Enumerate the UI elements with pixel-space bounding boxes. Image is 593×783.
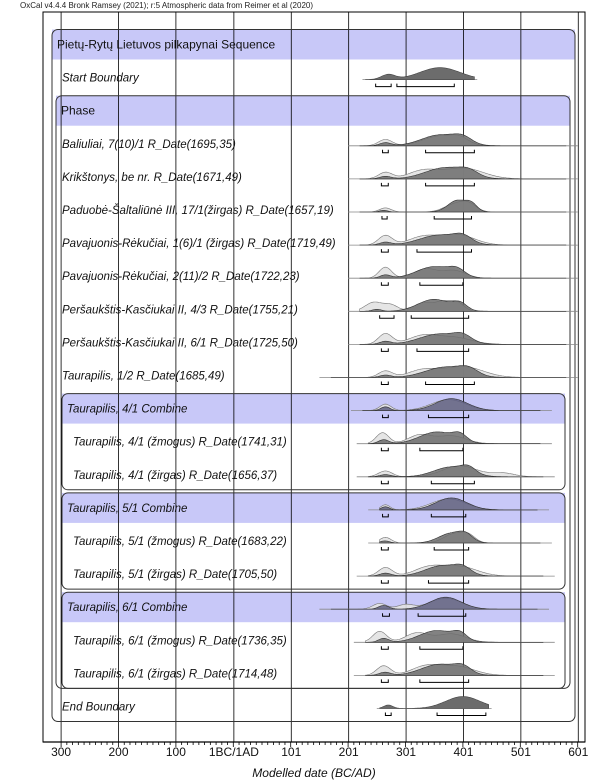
row-label: Pietų-Rytų Lietuvos pilkapynai Sequence (57, 37, 276, 52)
row-label: Taurapilis, 6/1 (žirgas) R_Date(1714,48) (73, 668, 278, 681)
x-tick-label: 201 (338, 745, 359, 759)
row-label: Taurapilis, 1/2 R_Date(1685,49) (62, 370, 225, 383)
x-tick-label: 501 (510, 745, 531, 759)
row-label: Taurapilis, 6/1 Combine (67, 602, 188, 615)
row-label: Start Boundary (62, 72, 139, 85)
row-label: Taurapilis, 5/1 Combine (67, 502, 188, 515)
x-tick-label: 601 (568, 745, 589, 759)
oxcal-version-header: OxCal v4.4.4 Bronk Ramsey (2021); r:5 Atmospheric data from Reimer et al (2020) (20, 1, 314, 10)
row-label: Taurapilis, 5/1 (žirgas) R_Date(1705,50) (73, 569, 278, 582)
x-tick-label: 1BC/1AD (208, 745, 259, 759)
x-axis-title: Modelled date (BC/AD) (252, 766, 376, 780)
row-label: End Boundary (62, 701, 135, 714)
row-label: Phase (61, 103, 96, 118)
row-label: Taurapilis, 4/1 (žirgas) R_Date(1656,37) (73, 469, 278, 482)
x-tick-label: 301 (396, 745, 417, 759)
row-label: Pavajuonis-Rėkučiai, 2(11)/2 R_Date(1722,23) (62, 271, 300, 284)
row-label: Peršaukštis-Kasčiukai II, 6/1 R_Date(1725,50) (62, 337, 298, 350)
x-tick-label: 101 (281, 745, 302, 759)
row-label: Taurapilis, 6/1 (žmogus) R_Date(1736,35) (73, 635, 287, 648)
row-label: Paduobė-Šaltaliūnė III, 17/1(žirgas) R_Date(1657,19) (62, 205, 334, 217)
x-tick-label: 300 (51, 745, 72, 759)
row-label: Taurapilis, 4/1 (žmogus) R_Date(1741,31) (73, 436, 287, 449)
row-label: Krikštonys, be nr. R_Date(1671,49) (62, 171, 242, 184)
x-axis (43, 742, 589, 780)
x-tick-label: 401 (453, 745, 474, 759)
row-label: Taurapilis, 4/1 Combine (67, 403, 188, 416)
row-label: Peršaukštis-Kasčiukai II, 4/3 R_Date(1755,21) (62, 304, 298, 317)
row-label: Pavajuonis-Rėkučiai, 1(6)/1 (žirgas) R_Date(1719,49) (62, 238, 336, 251)
x-tick-label: 100 (165, 745, 186, 759)
x-tick-label: 200 (108, 745, 129, 759)
row-label: Baliuliai, 7(10)/1 R_Date(1695,35) (62, 138, 236, 151)
row-band (56, 96, 570, 126)
row-label: Taurapilis, 5/1 (žmogus) R_Date(1683,22) (73, 536, 287, 548)
